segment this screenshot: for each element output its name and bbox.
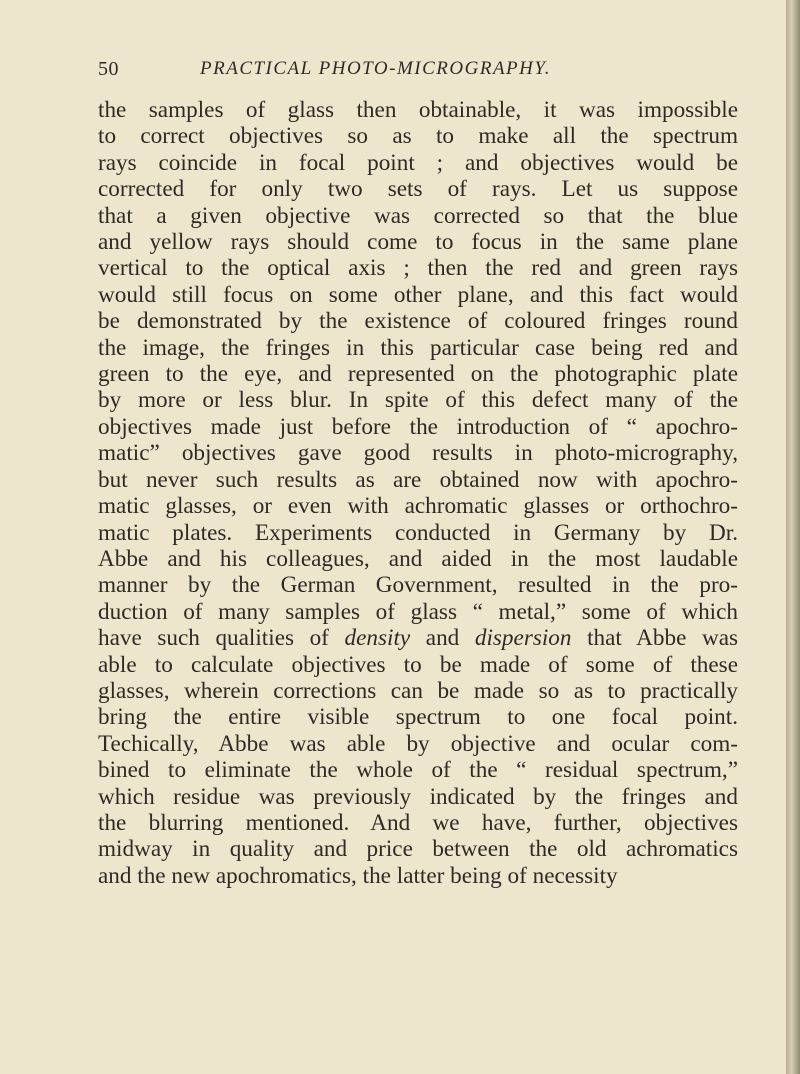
text-line: glasses, wherein corrections can be made so as to practically: [98, 677, 738, 704]
text-line: would still focus on some other plane, and this fact would: [98, 281, 738, 308]
running-title: PRACTICAL PHOTO-MICROGRAPHY.: [200, 58, 551, 79]
text-line: matic” objectives gave good results in photo-micrography,: [98, 440, 738, 467]
text-line: the samples of glass then obtainable, it was impossible: [98, 97, 738, 123]
text-line: and the new apochromatics, the latter being of necessity: [98, 862, 618, 889]
page-edge: [786, 0, 800, 1074]
line-fragment: have such qualities of: [98, 625, 329, 652]
text-line: duction of many samples of glass “ metal,” some of which: [98, 598, 738, 625]
text-line: bring the entire visible spectrum to one focal point.: [98, 704, 738, 731]
line-fragment: and: [425, 625, 460, 652]
text-line: to correct objectives so as to make all the spectrum: [98, 123, 738, 150]
text-line: objectives made just before the introduction of “ apochro-: [98, 413, 738, 440]
text-line: green to the eye, and represented on the photographic plate: [98, 361, 738, 388]
text-line: vertical to the optical axis ; then the red and green rays: [98, 255, 738, 282]
text-line: midway in quality and price between the old achromatics: [98, 836, 738, 863]
text-line: Techically, Abbe was able by objective and ocular com-: [98, 730, 738, 757]
text-line: rays coincide in focal point ; and objectives would be: [98, 149, 738, 176]
text-line: but never such results as are obtained now with apochro-: [98, 466, 738, 493]
emphasis-dispersion: dispersion: [474, 625, 572, 652]
text-line: Abbe and his colleagues, and aided in the most laudable: [98, 545, 738, 572]
text-line-with-emphasis: [98, 625, 738, 651]
text-line: be demonstrated by the existence of coloured fringes round: [98, 308, 738, 335]
body-text: [98, 97, 738, 889]
text-line: which residue was previously indicated by the fringes and: [98, 783, 738, 810]
text-line: matic glasses, or even with achromatic glasses or orthochro-: [98, 493, 738, 520]
text-line: that a given objective was corrected so that the blue: [98, 202, 738, 229]
text-line: the image, the fringes in this particular case being red and: [98, 334, 738, 361]
line-fragment: that Abbe was: [587, 625, 739, 652]
text-line: able to calculate objectives to be made of some of these: [98, 651, 738, 678]
text-line: the blurring mentioned. And we have, further, objectives: [98, 809, 738, 836]
emphasis-density: density: [344, 625, 411, 652]
text-line: bined to eliminate the whole of the “ residual spectrum,”: [98, 757, 738, 784]
text-line: matic plates. Experiments conducted in Germany by Dr.: [98, 519, 738, 546]
text-line: and yellow rays should come to focus in the same plane: [98, 229, 738, 256]
text-line: manner by the German Government, resulted in the pro-: [98, 572, 738, 599]
text-line: by more or less blur. In spite of this defect many of the: [98, 387, 738, 414]
page-number: 50: [98, 58, 119, 80]
text-line: corrected for only two sets of rays. Let us suppose: [98, 176, 738, 203]
